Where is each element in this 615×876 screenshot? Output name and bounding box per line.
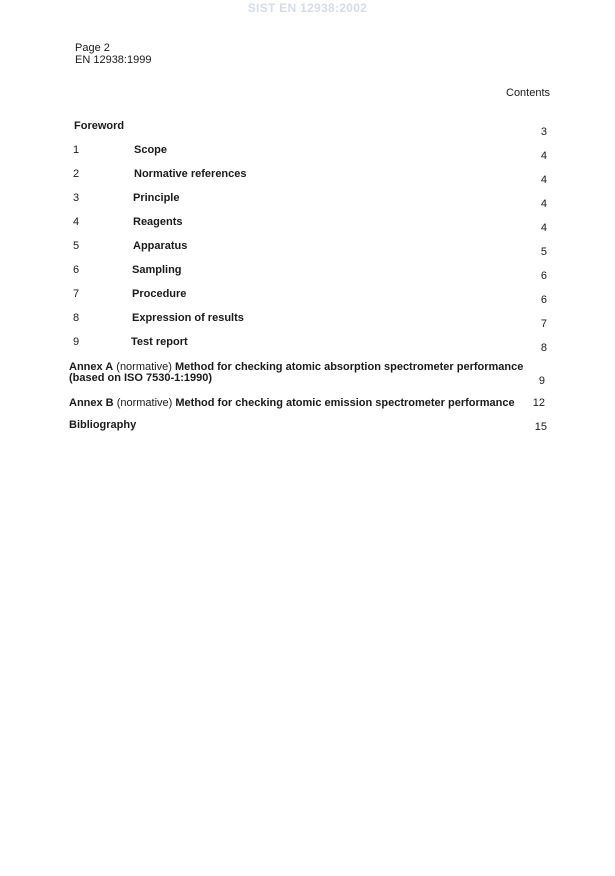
toc-entry-title: Expression of results — [132, 312, 244, 324]
toc-entry-scope[interactable] — [0, 144, 615, 160]
toc-entry-page: 6 — [540, 270, 547, 282]
toc-entry-normative-references[interactable] — [0, 168, 615, 184]
annex-title: Method for checking atomic emission spectrometer performance — [175, 397, 515, 409]
toc-entry-page: 6 — [540, 294, 547, 306]
toc-entry-title: Sampling — [132, 264, 182, 276]
page-number: Page 2 — [75, 42, 110, 54]
toc-entry-number: 7 — [73, 288, 80, 300]
toc-entry-reagents[interactable] — [0, 216, 615, 232]
toc-entry-number: 2 — [73, 168, 80, 180]
toc-entry-title: Apparatus — [133, 240, 188, 252]
toc-entry-title: Foreword — [74, 120, 125, 132]
toc-entry-title: Principle — [133, 192, 180, 204]
watermark: SIST EN 12938:2002 — [247, 1, 368, 15]
toc-entry-page: 4 — [540, 150, 547, 162]
toc-entry-number: 9 — [73, 336, 80, 348]
toc-entry-annex-a[interactable] — [69, 362, 549, 388]
toc-entry-page: 4 — [540, 174, 547, 186]
toc-entry-apparatus[interactable] — [0, 240, 615, 256]
toc-entry-principle[interactable] — [0, 192, 615, 208]
toc-entry-title: Scope — [134, 144, 168, 156]
toc-entry-bibliography[interactable]: Bibliography — [69, 419, 137, 431]
toc-entry-procedure[interactable] — [0, 288, 615, 304]
toc-entry-foreword[interactable] — [0, 120, 615, 136]
toc-entry-page: 4 — [540, 222, 547, 234]
toc-entry-annex-b[interactable] — [69, 398, 549, 412]
toc-entry-page: 5 — [540, 246, 547, 258]
toc-entry-number: 1 — [73, 144, 80, 156]
toc-entry-sampling[interactable] — [0, 264, 615, 280]
toc-entry-number: 5 — [73, 240, 80, 252]
contents-heading: Contents — [506, 87, 551, 99]
annex-type: (normative) — [116, 361, 172, 373]
toc-entry-expression-of-results[interactable] — [0, 312, 615, 328]
toc-entry-title: Procedure — [132, 288, 187, 300]
toc-entry-number: 6 — [73, 264, 80, 276]
annex-type: (normative) — [116, 397, 173, 409]
toc-entry-title: Normative references — [134, 168, 247, 180]
annex-label: Annex B — [69, 397, 114, 409]
toc-entry-page: 3 — [540, 126, 547, 138]
toc-entry-page: 9 — [538, 375, 545, 387]
toc-entry-page: 8 — [540, 342, 547, 354]
toc-entry-title: Test report — [131, 336, 188, 348]
page-header — [75, 42, 151, 66]
toc-entry-page: 15 — [534, 421, 547, 433]
toc-entry-page: 7 — [540, 318, 547, 330]
toc-entry-title: Reagents — [133, 216, 183, 228]
toc-entry-page: 4 — [540, 198, 547, 210]
toc-entry-number: 4 — [73, 216, 80, 228]
annex-title: Method for checking atomic absorption spectrometer performance (based on ISO 7530-1:1990) — [69, 361, 524, 384]
toc-entry-number: 3 — [73, 192, 80, 204]
toc-entry-test-report[interactable] — [0, 336, 615, 352]
toc-entry-page: 12 — [532, 397, 545, 409]
annex-label: Annex A — [69, 361, 114, 373]
toc-entry-number: 8 — [73, 312, 80, 324]
standard-number: EN 12938:1999 — [75, 54, 152, 66]
